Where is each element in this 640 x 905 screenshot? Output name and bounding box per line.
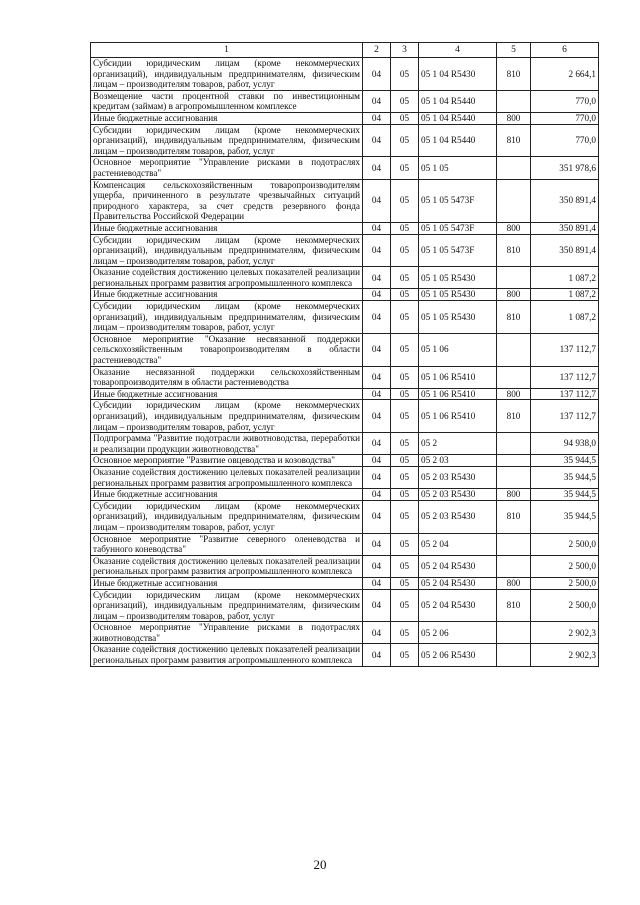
row-description: Иные бюджетные ассигнования	[91, 222, 363, 234]
row-expense-type-code	[497, 555, 531, 577]
row-subsection-code: 05	[391, 179, 419, 222]
row-section-code: 04	[363, 466, 391, 488]
row-subsection-code: 05	[391, 577, 419, 589]
row-target-article-code: 05 2 03 R5430	[419, 466, 497, 488]
row-subsection-code: 05	[391, 58, 419, 91]
table-row	[91, 466, 599, 488]
row-section-code: 04	[363, 267, 391, 289]
row-expense-type-code: 810	[497, 234, 531, 267]
row-amount: 137 112,7	[531, 366, 599, 388]
row-section-code: 04	[363, 179, 391, 222]
column-header: 1	[91, 43, 363, 58]
row-subsection-code: 05	[391, 388, 419, 400]
row-subsection-code: 05	[391, 433, 419, 455]
table-row	[91, 433, 599, 455]
row-expense-type-code	[497, 533, 531, 555]
table-row	[91, 622, 599, 644]
row-description: Иные бюджетные ассигнования	[91, 112, 363, 124]
row-subsection-code: 05	[391, 157, 419, 179]
row-amount: 351 978,6	[531, 157, 599, 179]
table-row	[91, 234, 599, 267]
row-description: Основное мероприятие "Развитие овцеводства и козоводства"	[91, 455, 363, 467]
row-target-article-code: 05 1 04 R5440	[419, 124, 497, 157]
row-subsection-code: 05	[391, 455, 419, 467]
row-section-code: 04	[363, 577, 391, 589]
table-row	[91, 555, 599, 577]
row-subsection-code: 05	[391, 644, 419, 666]
table-row	[91, 267, 599, 289]
row-section-code: 04	[363, 301, 391, 334]
row-description: Подпрограмма "Развитие подотрасли животноводства, переработки и реализации продукции животноводства"	[91, 433, 363, 455]
row-amount: 350 891,4	[531, 234, 599, 267]
row-description: Оказание несвязанной поддержки сельскохозяйственным товаропроизводителям в области растениеводства	[91, 366, 363, 388]
row-description: Основное мероприятие "Оказание несвязанной поддержки сельскохозяйственным товаропроизводителям в области растениеводства"	[91, 333, 363, 366]
row-expense-type-code	[497, 433, 531, 455]
row-expense-type-code: 800	[497, 112, 531, 124]
row-description: Субсидии юридическим лицам (кроме некоммерческих организаций), индивидуальным предпринимателям, физическим лицам – производителям товаров, работ, услуг	[91, 301, 363, 334]
row-section-code: 04	[363, 366, 391, 388]
row-section-code: 04	[363, 533, 391, 555]
table-row	[91, 289, 599, 301]
row-section-code: 04	[363, 644, 391, 666]
row-description: Субсидии юридическим лицам (кроме некоммерческих организаций), индивидуальным предпринимателям, физическим лицам – производителям товаров, работ, услуг	[91, 124, 363, 157]
row-description: Субсидии юридическим лицам (кроме некоммерческих организаций), индивидуальным предпринимателям, физическим лицам – производителям товаров, работ, услуг	[91, 500, 363, 533]
column-header: 4	[419, 43, 497, 58]
row-amount: 2 902,3	[531, 644, 599, 666]
row-subsection-code: 05	[391, 500, 419, 533]
row-target-article-code: 05 2 03 R5430	[419, 489, 497, 501]
row-expense-type-code: 810	[497, 400, 531, 433]
table-row	[91, 533, 599, 555]
row-target-article-code: 05 1 05 5473F	[419, 222, 497, 234]
row-expense-type-code: 810	[497, 124, 531, 157]
row-expense-type-code: 800	[497, 289, 531, 301]
row-section-code: 04	[363, 400, 391, 433]
row-target-article-code: 05 2 06 R5430	[419, 644, 497, 666]
row-section-code: 04	[363, 234, 391, 267]
row-section-code: 04	[363, 622, 391, 644]
row-description: Субсидии юридическим лицам (кроме некоммерческих организаций), индивидуальным предпринимателям, физическим лицам – производителям товаров, работ, услуг	[91, 58, 363, 91]
row-expense-type-code	[497, 267, 531, 289]
row-amount: 770,0	[531, 90, 599, 112]
row-target-article-code: 05 2 04 R5430	[419, 589, 497, 622]
row-target-article-code: 05 1 04 R5440	[419, 90, 497, 112]
row-amount: 1 087,2	[531, 289, 599, 301]
table-body	[91, 43, 599, 667]
table-row	[91, 455, 599, 467]
row-target-article-code: 05 2 03 R5430	[419, 500, 497, 533]
row-amount: 94 938,0	[531, 433, 599, 455]
row-description: Иные бюджетные ассигнования	[91, 388, 363, 400]
row-subsection-code: 05	[391, 222, 419, 234]
row-section-code: 04	[363, 500, 391, 533]
table-row	[91, 222, 599, 234]
row-amount: 137 112,7	[531, 388, 599, 400]
row-expense-type-code	[497, 466, 531, 488]
row-amount: 35 944,5	[531, 489, 599, 501]
table-row	[91, 589, 599, 622]
table-row	[91, 500, 599, 533]
row-section-code: 04	[363, 124, 391, 157]
row-expense-type-code	[497, 455, 531, 467]
row-subsection-code: 05	[391, 301, 419, 334]
row-target-article-code: 05 1 06 R5410	[419, 400, 497, 433]
row-description: Субсидии юридическим лицам (кроме некоммерческих организаций), индивидуальным предпринимателям, физическим лицам – производителям товаров, работ, услуг	[91, 234, 363, 267]
table-row	[91, 112, 599, 124]
row-section-code: 04	[363, 455, 391, 467]
table-row	[91, 577, 599, 589]
row-subsection-code: 05	[391, 124, 419, 157]
row-amount: 770,0	[531, 112, 599, 124]
table-row	[91, 124, 599, 157]
row-subsection-code: 05	[391, 90, 419, 112]
row-target-article-code: 05 1 05	[419, 157, 497, 179]
row-subsection-code: 05	[391, 555, 419, 577]
row-section-code: 04	[363, 112, 391, 124]
row-section-code: 04	[363, 388, 391, 400]
row-subsection-code: 05	[391, 489, 419, 501]
row-section-code: 04	[363, 222, 391, 234]
table-row	[91, 644, 599, 666]
row-target-article-code: 05 1 06 R5410	[419, 388, 497, 400]
row-section-code: 04	[363, 58, 391, 91]
row-expense-type-code	[497, 90, 531, 112]
row-description: Основное мероприятие "Управление рисками в подотраслях животноводства"	[91, 622, 363, 644]
row-subsection-code: 05	[391, 622, 419, 644]
row-target-article-code: 05 1 05 R5430	[419, 267, 497, 289]
row-description: Основное мероприятие "Управление рисками в подотраслях растениеводства"	[91, 157, 363, 179]
row-description: Иные бюджетные ассигнования	[91, 289, 363, 301]
table-row	[91, 90, 599, 112]
document-sheet	[90, 42, 598, 667]
table-row	[91, 388, 599, 400]
table-row	[91, 301, 599, 334]
row-amount: 2 664,1	[531, 58, 599, 91]
row-target-article-code: 05 2 04	[419, 533, 497, 555]
row-subsection-code: 05	[391, 589, 419, 622]
row-expense-type-code	[497, 157, 531, 179]
row-amount: 2 500,0	[531, 577, 599, 589]
row-subsection-code: 05	[391, 466, 419, 488]
row-target-article-code: 05 1 05 5473F	[419, 179, 497, 222]
table-row	[91, 179, 599, 222]
row-target-article-code: 05 1 05 R5430	[419, 301, 497, 334]
page-number: 20	[313, 857, 327, 872]
row-description: Субсидии юридическим лицам (кроме некоммерческих организаций), индивидуальным предпринимателям, физическим лицам – производителям товаров, работ, услуг	[91, 400, 363, 433]
row-amount: 35 944,5	[531, 500, 599, 533]
row-subsection-code: 05	[391, 533, 419, 555]
row-amount: 2 902,3	[531, 622, 599, 644]
row-description: Оказание содействия достижению целевых показателей реализации региональных программ развития агропромышленного комплекса	[91, 555, 363, 577]
row-target-article-code: 05 1 04 R5430	[419, 58, 497, 91]
row-target-article-code: 05 2 04 R5430	[419, 555, 497, 577]
row-section-code: 04	[363, 433, 391, 455]
row-amount: 35 944,5	[531, 466, 599, 488]
column-header: 3	[391, 43, 419, 58]
row-target-article-code: 05 2 04 R5430	[419, 577, 497, 589]
row-expense-type-code: 810	[497, 500, 531, 533]
row-expense-type-code	[497, 622, 531, 644]
row-expense-type-code	[497, 179, 531, 222]
row-amount: 350 891,4	[531, 179, 599, 222]
row-expense-type-code	[497, 644, 531, 666]
budget-table	[90, 42, 599, 667]
row-expense-type-code: 810	[497, 301, 531, 334]
row-description: Иные бюджетные ассигнования	[91, 489, 363, 501]
row-description: Иные бюджетные ассигнования	[91, 577, 363, 589]
row-description: Возмещение части процентной ставки по инвестиционным кредитам (займам) в агропромышленном комплексе	[91, 90, 363, 112]
table-row	[91, 157, 599, 179]
column-header: 5	[497, 43, 531, 58]
row-subsection-code: 05	[391, 333, 419, 366]
row-target-article-code: 05 1 05 R5430	[419, 289, 497, 301]
row-subsection-code: 05	[391, 289, 419, 301]
row-subsection-code: 05	[391, 112, 419, 124]
row-amount: 2 500,0	[531, 555, 599, 577]
row-description: Оказание содействия достижению целевых показателей реализации региональных программ развития агропромышленного комплекса	[91, 267, 363, 289]
row-target-article-code: 05 2 03	[419, 455, 497, 467]
row-amount: 137 112,7	[531, 333, 599, 366]
row-expense-type-code	[497, 333, 531, 366]
row-expense-type-code	[497, 366, 531, 388]
row-description: Оказание содействия достижению целевых показателей реализации региональных программ развития агропромышленного комплекса	[91, 644, 363, 666]
row-subsection-code: 05	[391, 366, 419, 388]
row-subsection-code: 05	[391, 267, 419, 289]
row-amount: 137 112,7	[531, 400, 599, 433]
row-target-article-code: 05 1 04 R5440	[419, 112, 497, 124]
row-subsection-code: 05	[391, 234, 419, 267]
row-expense-type-code: 800	[497, 222, 531, 234]
row-description: Компенсация сельскохозяйственным товаропроизводителям ущерба, причиненного в результате чрезвычайных ситуаций природного характера, за счет средств резервного фонда Правительства Российской Федерации	[91, 179, 363, 222]
row-section-code: 04	[363, 157, 391, 179]
row-section-code: 04	[363, 333, 391, 366]
row-expense-type-code: 810	[497, 58, 531, 91]
table-row	[91, 58, 599, 91]
column-header: 2	[363, 43, 391, 58]
row-amount: 770,0	[531, 124, 599, 157]
row-amount: 350 891,4	[531, 222, 599, 234]
row-target-article-code: 05 2	[419, 433, 497, 455]
row-expense-type-code: 800	[497, 577, 531, 589]
row-section-code: 04	[363, 555, 391, 577]
row-description: Основное мероприятие "Развитие северного оленеводства и табунного коневодства"	[91, 533, 363, 555]
row-amount: 2 500,0	[531, 589, 599, 622]
row-amount: 2 500,0	[531, 533, 599, 555]
table-row	[91, 489, 599, 501]
row-description: Оказание содействия достижению целевых показателей реализации региональных программ развития агропромышленного комплекса	[91, 466, 363, 488]
table-row	[91, 333, 599, 366]
row-target-article-code: 05 1 06	[419, 333, 497, 366]
row-expense-type-code: 800	[497, 489, 531, 501]
table-row	[91, 400, 599, 433]
row-section-code: 04	[363, 289, 391, 301]
row-section-code: 04	[363, 489, 391, 501]
row-target-article-code: 05 1 05 5473F	[419, 234, 497, 267]
row-expense-type-code: 810	[497, 589, 531, 622]
row-target-article-code: 05 1 06 R5410	[419, 366, 497, 388]
row-section-code: 04	[363, 90, 391, 112]
row-amount: 35 944,5	[531, 455, 599, 467]
table-row	[91, 366, 599, 388]
row-description: Субсидии юридическим лицам (кроме некоммерческих организаций), индивидуальным предпринимателям, физическим лицам – производителям товаров, работ, услуг	[91, 589, 363, 622]
row-amount: 1 087,2	[531, 301, 599, 334]
table-header-row	[91, 43, 599, 58]
row-subsection-code: 05	[391, 400, 419, 433]
row-target-article-code: 05 2 06	[419, 622, 497, 644]
row-expense-type-code: 800	[497, 388, 531, 400]
row-section-code: 04	[363, 589, 391, 622]
column-header: 6	[531, 43, 599, 58]
row-amount: 1 087,2	[531, 267, 599, 289]
